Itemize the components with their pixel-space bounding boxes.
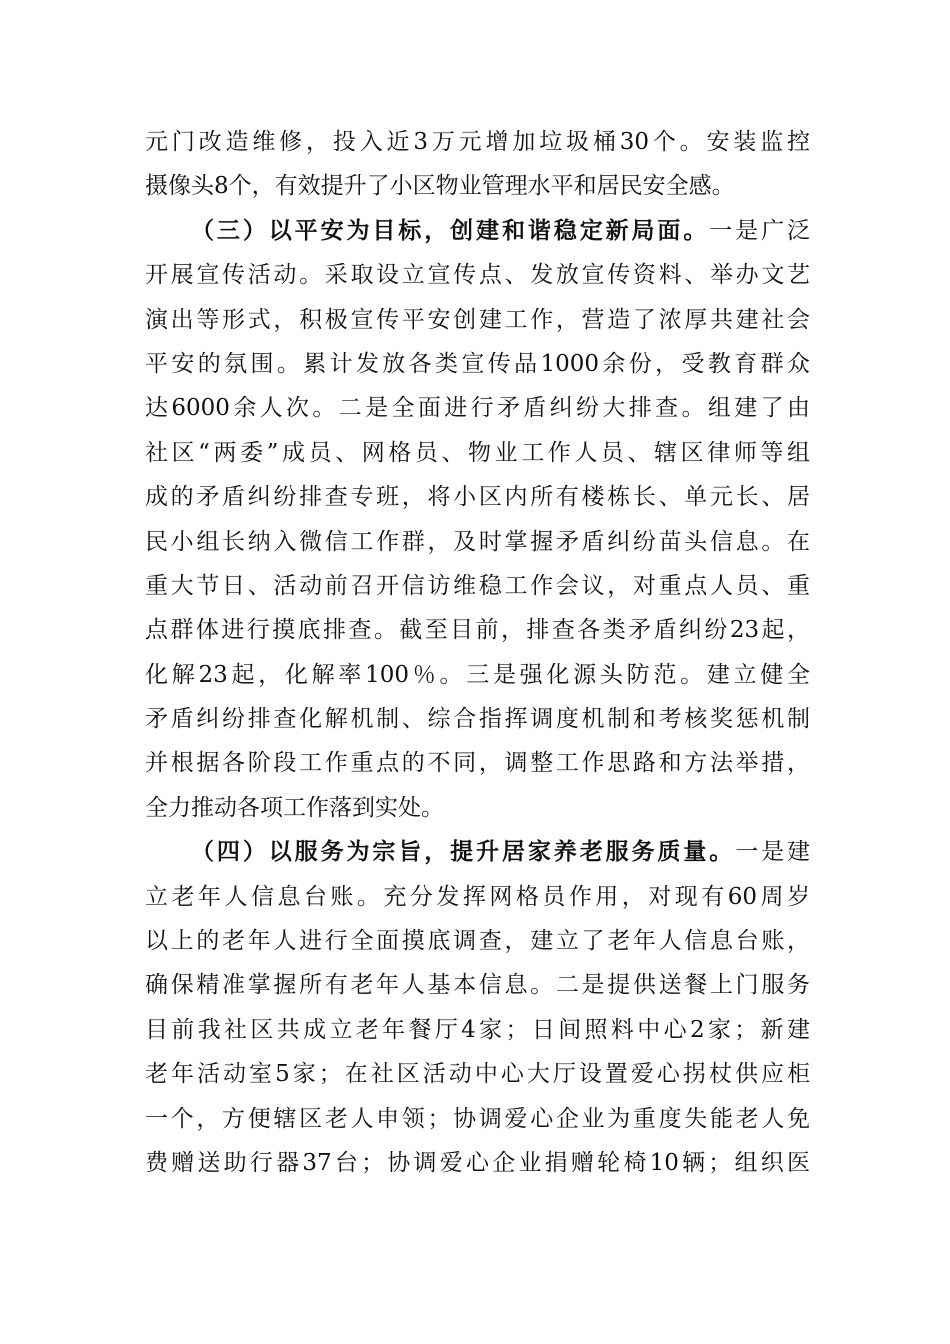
- paragraph-3: [145, 830, 810, 1185]
- text-line: 化解23起，化解率100％。三是强化源头防范。建立健全: [145, 661, 810, 688]
- paragraph-2: [145, 209, 810, 830]
- text-line: 老年活动室5家；在社区活动中心大厅设置爱心拐杖供应柜: [145, 1061, 810, 1088]
- text-line: 目前我社区共成立老年餐厅4家；日间照料中心2家；新建: [145, 1016, 810, 1043]
- text-line: [145, 209, 810, 253]
- text-line: 确保精准掌握所有老年人基本信息。二是提供送餐上门服务: [145, 972, 810, 999]
- text-line: 矛盾纠纷排查化解机制、综合指挥调度机制和考核奖惩机制: [145, 706, 810, 733]
- paragraph-1: [145, 120, 810, 209]
- document-page: [145, 120, 810, 1185]
- text-line: [145, 830, 810, 874]
- text-line: 达6000余人次。二是全面进行矛盾纠纷大排查。组建了由: [145, 395, 810, 422]
- text-line: 一个，方便辖区老人申领；协调爱心企业为重度失能老人免: [145, 1105, 810, 1132]
- section-heading: （四）以服务为宗旨，提升居家养老服务质量。: [191, 838, 736, 866]
- text-line: 开展宣传活动。采取设立宣传点、发放宣传资料、举办文艺: [145, 262, 810, 289]
- text-line: 民小组长纳入微信工作群，及时掌握矛盾纠纷苗头信息。在: [145, 528, 810, 555]
- text-line: 重大节日、活动前召开信访维稳工作会议，对重点人员、重: [145, 572, 810, 599]
- text-line: 演出等形式，积极宣传平安创建工作，营造了浓厚共建社会: [145, 306, 810, 333]
- text-line: 全力推动各项工作落到实处。: [145, 794, 444, 821]
- text-run: 一是建: [735, 839, 811, 866]
- section-heading: （三）以平安为目标，创建和谐稳定新局面。: [191, 216, 710, 244]
- text-line: 立老年人信息台账。充分发挥网格员作用，对现有60周岁: [145, 883, 810, 910]
- text-line: 点群体进行摸底排查。截至目前，排查各类矛盾纠纷23起，: [145, 617, 810, 644]
- text-line: 元门改造维修，投入近3万元增加垃圾桶30个。安装监控: [145, 129, 810, 155]
- text-line: 成的矛盾纠纷排查专班，将小区内所有楼栋长、单元长、居: [145, 484, 810, 511]
- text-line: 社区“两委”成员、网格员、物业工作人员、辖区律师等组: [145, 439, 810, 466]
- text-line: 摄像头8个，有效提升了小区物业管理水平和居民安全感。: [145, 173, 735, 200]
- text-line: 平安的氛围。累计发放各类宣传品1000余份，受教育群众: [145, 350, 810, 377]
- text-line: 并根据各阶段工作重点的不同，调整工作思路和方法举措，: [145, 750, 810, 777]
- text-line: 费赠送助行器37台；协调爱心企业捐赠轮椅10辆；组织医: [145, 1149, 810, 1176]
- text-line: 以上的老年人进行全面摸底调查，建立了老年人信息台账，: [145, 928, 810, 955]
- text-run: 一是广泛: [709, 217, 811, 244]
